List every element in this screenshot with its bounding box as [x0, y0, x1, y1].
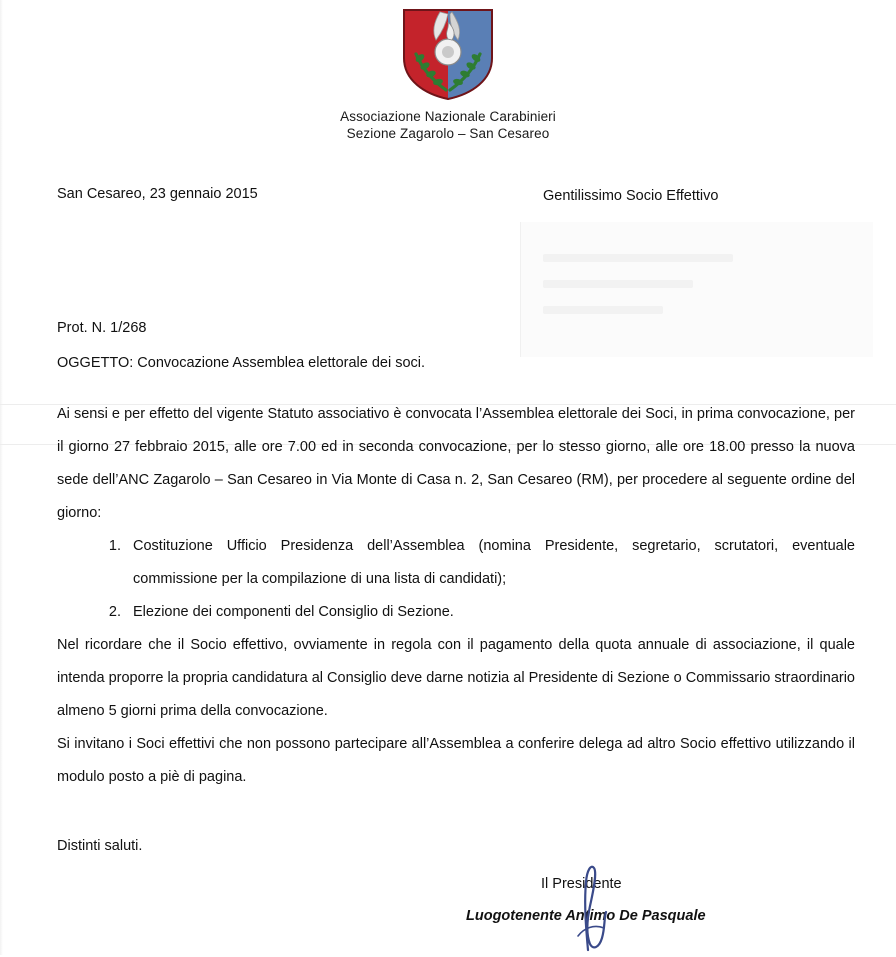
signature-title: Il Presidente	[541, 876, 622, 892]
subject-line: OGGETTO: Convocazione Assemblea elettorale dei soci.	[57, 355, 426, 371]
organization-heading	[0, 108, 896, 142]
agenda-list	[57, 530, 855, 629]
protocol-number: Prot. N. 1/268	[57, 320, 147, 336]
closing-line: Distinti saluti.	[57, 838, 143, 854]
organization-section: Sezione Zagarolo – San Cesareo	[346, 126, 550, 141]
list-item: 2. Elezione dei componenti del Consiglio di Sezione.	[125, 596, 855, 629]
organization-name: Associazione Nazionale Carabinieri	[340, 109, 556, 124]
signature-name: Luogotenente Antimo De Pasquale	[466, 908, 706, 924]
paragraph-1: Ai sensi e per effetto del vigente Statuto associativo è convocata l’Assemblea elettorale dei Soci, in prima convocazione, per il giorno 27 febbraio 2015, alle ore 7.00 ed in seconda convocazione, per lo stesso giorno, alle ore 18.00 presso la nuova sede dell’ANC Zagarolo – San Cesareo in Via Monte di Casa n. 2, San Cesareo (RM), per procedere al seguente ordine del giorno:	[57, 406, 855, 521]
faint-text-line	[543, 254, 733, 262]
faint-text-line	[543, 306, 663, 314]
letter-body	[57, 398, 855, 794]
carabinieri-crest-icon	[394, 6, 502, 102]
list-item: 1. Costituzione Ufficio Presidenza dell’Assemblea (nomina Presidente, segretario, scrutatori, eventuale commissione per la compilazione di una lista di candidati);	[125, 530, 855, 596]
letterhead	[0, 6, 896, 107]
place-and-date: San Cesareo, 23 gennaio 2015	[57, 186, 258, 202]
addressee-line: Gentilissimo Socio Effettivo	[543, 188, 719, 204]
addressee-block	[520, 222, 873, 357]
paragraph-2: Nel ricordare che il Socio effettivo, ovviamente in regola con il pagamento della quota annuale di associazione, il quale intenda proporre la propria candidatura al Consiglio deve darne notizia al Presidente di Sezione o Commissario straordinario almeno 5 giorni prima della convocazione.	[57, 637, 855, 719]
faint-text-line	[543, 280, 693, 288]
paragraph-3: Si invitano i Soci effettivi che non possono partecipare all’Assemblea a conferire delega ad altro Socio effettivo utilizzando il modulo posto a piè di pagina.	[57, 736, 855, 785]
scan-edge	[0, 0, 3, 955]
